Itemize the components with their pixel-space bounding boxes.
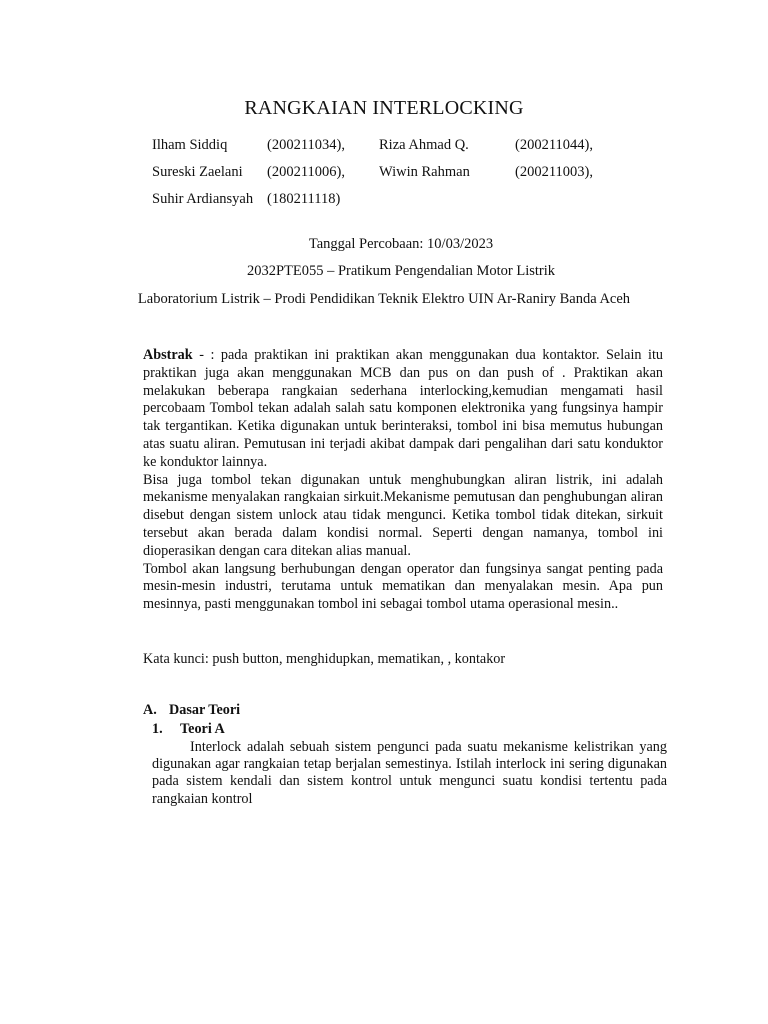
abstract [143, 347, 663, 614]
subsection-title: Teori A [180, 721, 225, 737]
abstract-text: - : pada praktikan ini praktikan akan menggunakan dua kontaktor. Selain itu praktikan juga akan menggunakan MCB dan pus on dan push of . Praktikan akan melakukan beberapa rangkaian sederhana interlocking,kemudian mengamati hasil percobaam Tombol tekan adalah salah satu komponen elektronika yang fungsinya hampir tak tergantikan. Ketika digunakan untuk berinteraksi, tombol ini bisa memutus hubungan atas suatu aliran. Pemutusan ini terjadi akibat dampak dari pengalihan dari satu konduktor ke konduktor lainnya. [143, 347, 663, 470]
section-heading [143, 702, 240, 719]
section-number: A. [143, 702, 157, 718]
paper-title: RANGKAIAN INTERLOCKING [244, 97, 524, 119]
author-list [152, 137, 632, 218]
author-row [152, 164, 632, 191]
abstract-paragraph: Bisa juga tombol tekan digunakan untuk menghubungkan aliran listrik, ini adalah mekanisme menyalakan rangkaian sirkuit.Mekanisme pemutusan dan penghubungan aliran disebut dengan sistem unlock atau tidak mengunci. Ketika tombol tidak ditekan, sirkuit tersebut akan berada dalam kondisi normal. Seperti dengan namanya, tombol ini dioperasikan dengan cara ditekan alias manual. [143, 471, 663, 559]
author-row [152, 137, 632, 164]
experiment-date: Tanggal Percobaan: 10/03/2023 [308, 236, 494, 252]
author-id: (200211006), [267, 164, 345, 180]
teori-a-paragraph: Interlock adalah sebuah sistem pengunci pada suatu mekanisme kelistrikan yang digunakan agar rangkaian tetap berjalan semestinya. Istilah interlock ini sering digunakan pada sistem kendali dan sistem kontrol untuk mengunci suatu kondisi tertentu pada rangkaian kontrol [152, 739, 667, 807]
keywords: Kata kunci: push button, menghidupkan, mematikan, , kontakor [143, 651, 506, 667]
author-id: (200211003), [515, 164, 593, 180]
author-row [152, 191, 632, 218]
author-name: Sureski Zaelani [152, 164, 243, 180]
abstract-paragraph [143, 347, 663, 472]
lab-affiliation: Laboratorium Listrik – Prodi Pendidikan Teknik Elektro UIN Ar-Raniry Banda Aceh [137, 291, 631, 307]
author-id: (200211034), [267, 137, 345, 153]
abstract-label: Abstrak [143, 347, 193, 363]
author-id: (200211044), [515, 137, 593, 153]
author-name: Ilham Siddiq [152, 137, 228, 153]
author-name: Suhir Ardiansyah [152, 191, 254, 207]
subsection-number: 1. [152, 721, 163, 737]
author-name: Riza Ahmad Q. [379, 137, 469, 153]
author-name: Wiwin Rahman [379, 164, 470, 180]
course-name: 2032PTE055 – Pratikum Pengendalian Motor Listrik [246, 263, 556, 279]
subsection-heading [152, 721, 225, 738]
abstract-paragraph: Tombol akan langsung berhubungan dengan operator dan fungsinya sangat penting pada mesin-mesin industri, terutama untuk mematikan dan menyalakan mesin. Apa pun mesinnya, pasti menggunakan tombol ini sebagai tombol utama operasional mesin.. [143, 560, 663, 613]
section-title: Dasar Teori [169, 702, 241, 718]
author-id: (180211118) [267, 191, 341, 207]
